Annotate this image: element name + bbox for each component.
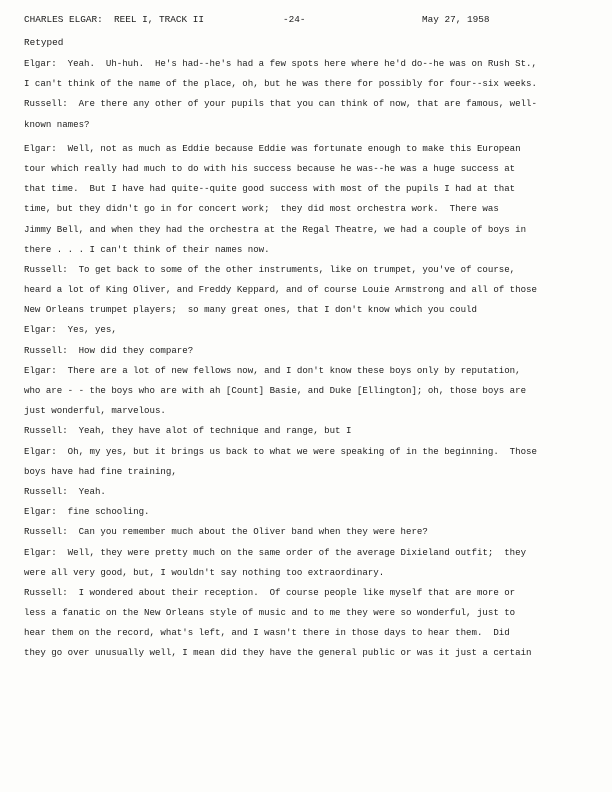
- transcript-line: Jimmy Bell, and when they had the orchestra at the Regal Theatre, we had a couple of boys in: [24, 223, 527, 235]
- transcript-line: heard a lot of King Oliver, and Freddy Keppard, and of course Louie Armstrong and all of those: [24, 284, 537, 296]
- transcript-line: who are - - the boys who are with ah [Count] Basie, and Duke [Ellington]; oh, those boys are: [24, 385, 527, 396]
- transcript-line: Elgar: Well, not as much as Eddie because Eddie was fortunate enough to make this European: [24, 142, 521, 154]
- transcript-line: tour which really had much to do with his success because he was--he was a huge success at: [24, 162, 516, 174]
- transcript-line: were all very good, but, I wouldn't say nothing too extraordinary.: [24, 566, 385, 578]
- transcript-line: Russell: Yeah.: [24, 485, 106, 497]
- transcript-line: I can't think of the name of the place, oh, but he was there for possibly for four--six weeks.: [24, 78, 537, 90]
- retyped-note: Retyped: [24, 37, 64, 48]
- transcript-line: Russell: I wondered about their reception. Of course people like myself that are more or: [24, 586, 516, 598]
- transcript-line: less a fanatic on the New Orleans style of music and to me they were so wonderful, just to: [24, 607, 516, 619]
- transcript-body: [24, 54, 594, 664]
- transcript-line: Elgar: Oh, my yes, but it brings us back to what we were speaking of in the beginning. Those: [24, 445, 537, 457]
- transcript-line: they go over unusually well, I mean did they have the general public or was it just a certain: [24, 647, 532, 659]
- transcript-line: New Orleans trumpet players; so many great ones, that I don't know which you could: [24, 304, 477, 316]
- transcript-line: Russell: Yeah, they have alot of technique and range, but I: [24, 425, 352, 437]
- transcript-line: Russell: Can you remember much about the Oliver band when they were here?: [24, 526, 428, 538]
- transcript-line: boys have had fine training,: [24, 465, 177, 477]
- transcript-line: Elgar: Well, they were pretty much on the same order of the average Dixieland outfit; they: [24, 546, 527, 558]
- transcript-line: Russell: Are there any other of your pupils that you can think of now, that are famous, well-: [24, 98, 537, 110]
- header-speaker-reel: CHARLES ELGAR: REEL I, TRACK II: [24, 14, 205, 25]
- transcript-line: Elgar: Yeah. Uh-huh. He's had--he's had a few spots here where he'd do--he was on Rush St.,: [24, 58, 537, 69]
- page-number: -24-: [283, 14, 306, 25]
- transcript-line: known names?: [24, 118, 90, 130]
- transcript-line: time, but they didn't go in for concert work; they did most orchestra work. There was: [24, 203, 499, 215]
- transcript-line: just wonderful, marvelous.: [24, 405, 166, 417]
- transcript-line: Russell: How did they compare?: [24, 344, 194, 356]
- transcript-line: there . . . I can't think of their names now.: [24, 243, 270, 255]
- page-header: [24, 14, 588, 28]
- transcript-line: Elgar: Yes, yes,: [24, 324, 117, 336]
- header-date: May 27, 1958: [422, 14, 490, 25]
- transcript-line: hear them on the record, what's left, and I wasn't there in those days to hear them. Did: [24, 627, 510, 639]
- transcript-line: Russell: To get back to some of the other instruments, like on trumpet, you've of course,: [24, 263, 516, 275]
- transcript-line: Elgar: fine schooling.: [24, 506, 150, 518]
- transcript-line: Elgar: There are a lot of new fellows now, and I don't know these boys only by reputation,: [24, 364, 521, 376]
- transcript-line: that time. But I have had quite--quite good success with most of the pupils I had at that: [24, 183, 516, 195]
